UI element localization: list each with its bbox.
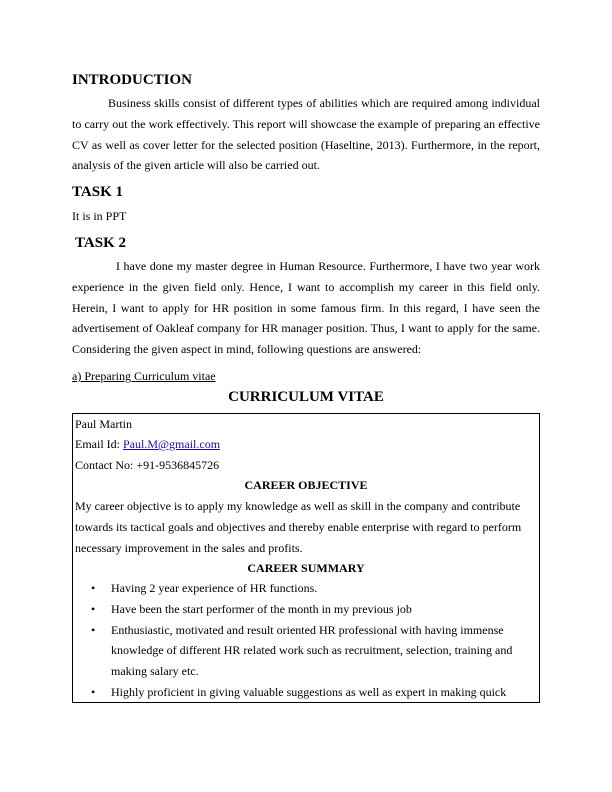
- introduction-heading: INTRODUCTION: [72, 72, 193, 88]
- bullet-icon: •: [91, 581, 96, 595]
- career-summary-heading: CAREER SUMMARY: [247, 561, 365, 575]
- list-item: [73, 620, 539, 682]
- cv-name: Paul Martin: [75, 417, 132, 431]
- list-item: [73, 599, 539, 620]
- task1-heading: TASK 1: [72, 184, 123, 200]
- cv-email-line: [75, 434, 220, 455]
- cv-title: CURRICULUM VITAE: [228, 389, 384, 405]
- career-objective-text: My career objective is to apply my knowledge as well as skill in the company and contribute towards its tactical goals and objectives and thereby enable enterprise with regard to perform necessary improvement in the sales and profits.: [75, 499, 522, 555]
- list-item: [73, 578, 539, 599]
- cv-email-link[interactable]: Paul.M@gmail.com: [123, 437, 221, 451]
- list-item: [73, 682, 539, 703]
- summary-item-text: Enthusiastic, motivated and result oriented HR professional with having immense knowledge of different HR related work such as recruitment, selection, training and making salary etc.: [111, 622, 513, 679]
- summary-item-text: Highly proficient in giving valuable suggestions as well as expert in making quick: [111, 684, 507, 699]
- summary-item-text: Have been the start performer of the month in my previous job: [111, 601, 412, 616]
- bullet-icon: •: [91, 684, 96, 699]
- career-objective-heading: CAREER OBJECTIVE: [244, 478, 368, 492]
- task2-heading: TASK 2: [75, 235, 126, 251]
- summary-item-text: Having 2 year experience of HR functions.: [111, 581, 318, 595]
- cv-subheading: a) Preparing Curriculum vitae: [72, 369, 216, 383]
- bullet-icon: •: [91, 601, 96, 616]
- task2-paragraph: I have done my master degree in Human Resource. Furthermore, I have two year work experience in the given field only. Hence, I want to accomplish my career in this field only. Herein, I want to apply for HR position in some famous firm. In this regard, I have seen the advertisement of Oakleaf company for HR manager position. Thus, I want to apply for the same. Considering the given aspect in mind, following questions are answered:: [72, 259, 540, 357]
- introduction-paragraph: Business skills consist of different types of abilities which are required among individual to carry out the work effectively. This report will showcase the example of preparing an effective CV as well as cover letter for the selected position (Haseltine, 2013). Furthermore, in the report, analysis of the given article will also be carried out.: [72, 96, 540, 173]
- task1-text: It is in PPT: [72, 209, 127, 223]
- cv-contact: Contact No: +91-9536845726: [75, 458, 220, 472]
- career-summary-list: [73, 578, 539, 703]
- cv-box: [72, 413, 540, 703]
- bullet-icon: •: [91, 622, 96, 637]
- cv-email-label: Email Id:: [75, 437, 123, 451]
